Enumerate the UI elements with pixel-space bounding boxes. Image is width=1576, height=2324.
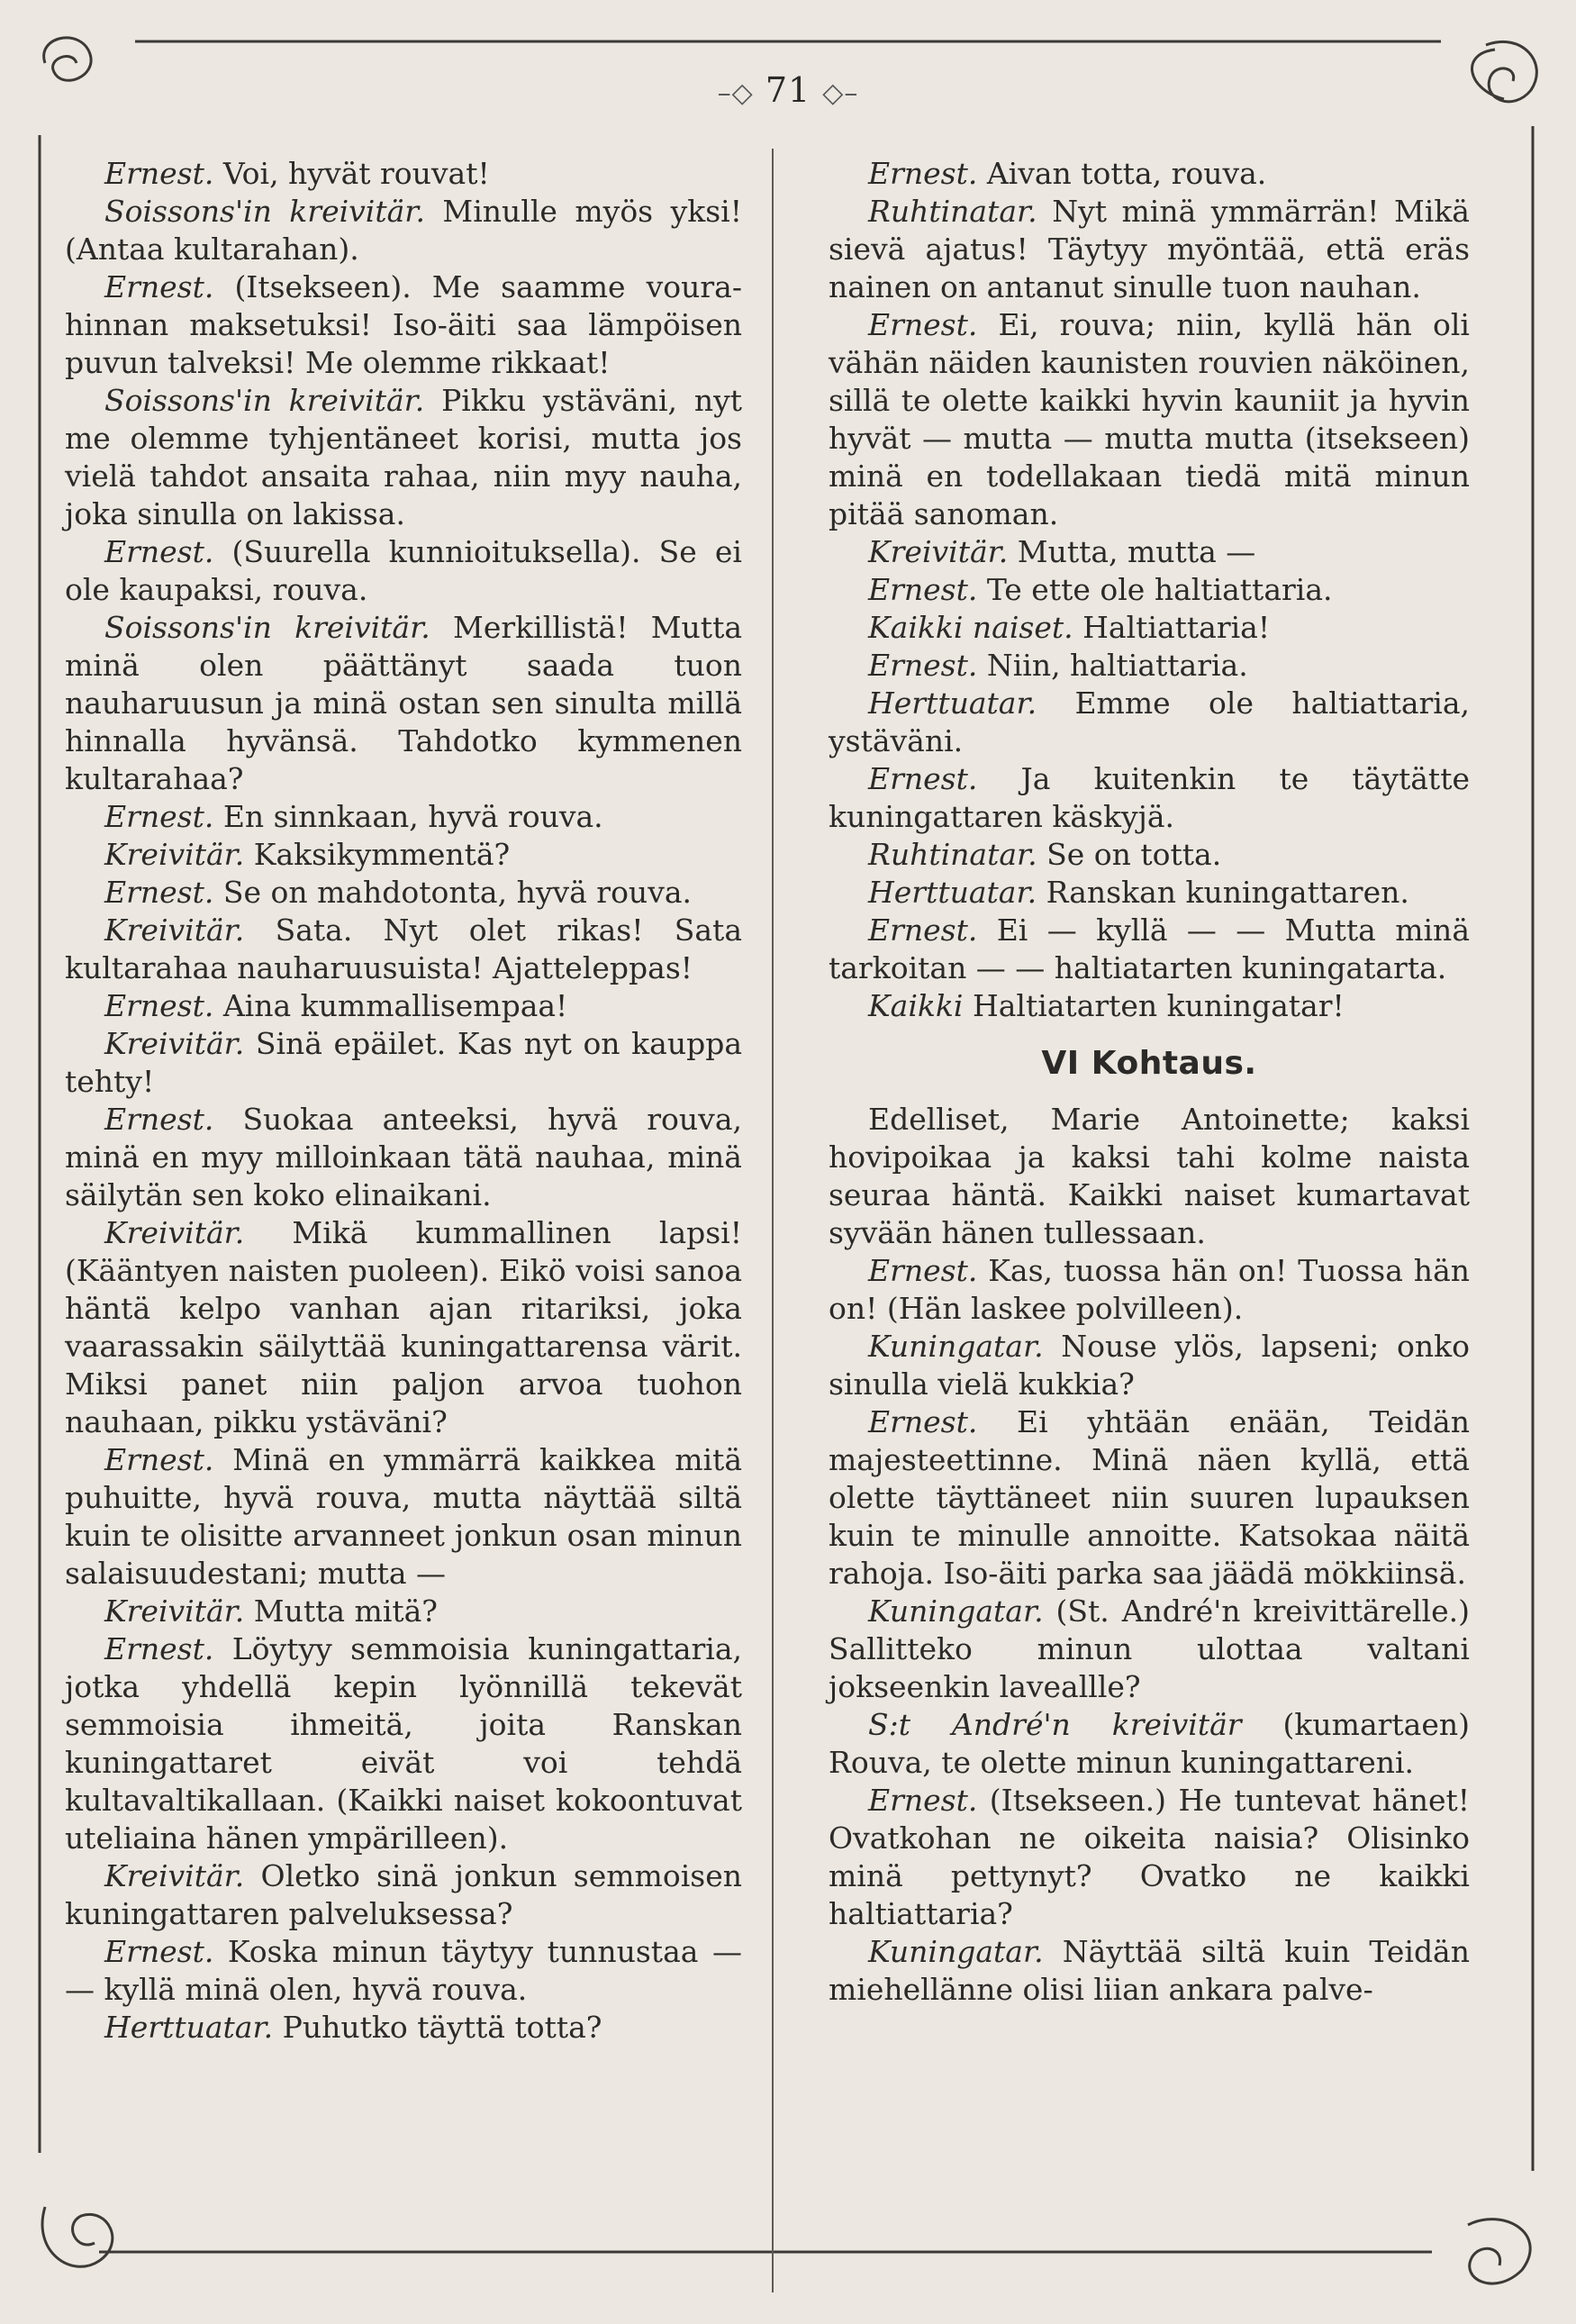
dialogue-text: Kaksikymmentä? bbox=[253, 837, 511, 872]
dialogue-paragraph bbox=[829, 1403, 1470, 1593]
dialogue-paragraph bbox=[65, 268, 742, 382]
dialogue-text: Puhutko täyttä totta? bbox=[282, 2010, 602, 2045]
page-header bbox=[0, 70, 1576, 110]
dialogue-text: Se on totta. bbox=[1046, 837, 1222, 872]
speaker-name: Soissons'in kreivitär. bbox=[104, 610, 430, 645]
speaker-name: Ernest. bbox=[104, 269, 214, 304]
speaker-name: Ernest. bbox=[868, 648, 978, 683]
dialogue-text: Suokaa anteeksi, hyvä rouva, minä en myy milloinkaan tätä nauhaa, minä säilytän sen koko elinaikani. bbox=[65, 1102, 742, 1212]
speaker-name: Ernest. bbox=[104, 1631, 214, 1666]
dialogue-paragraph bbox=[829, 533, 1470, 571]
dialogue-paragraph bbox=[65, 1630, 742, 1857]
speaker-name: Ernest. bbox=[104, 875, 214, 910]
dialogue-paragraph bbox=[829, 1593, 1470, 1706]
dialogue-paragraph bbox=[829, 836, 1470, 874]
right-ornament-icon: ◇– bbox=[822, 77, 859, 109]
right-column-dialogue-top bbox=[829, 155, 1470, 1025]
dialogue-paragraph bbox=[829, 760, 1470, 836]
speaker-name: Ernest. bbox=[104, 1102, 214, 1137]
dialogue-text: Mutta mitä? bbox=[253, 1593, 439, 1629]
dialogue-paragraph bbox=[829, 155, 1470, 193]
dialogue-paragraph bbox=[65, 382, 742, 533]
dialogue-text: Ja kuitenkin te täytätte kuningattaren käskyjä. bbox=[829, 761, 1470, 834]
dialogue-paragraph bbox=[829, 609, 1470, 647]
dialogue-text: Ei — kyllä — — Mutta minä tarkoitan — — haltiatarten kuningatarta. bbox=[829, 912, 1470, 985]
speaker-name: Ernest. bbox=[868, 1783, 978, 1818]
speaker-name: Kaikki bbox=[868, 988, 964, 1023]
speaker-name: Ruhtinatar. bbox=[868, 837, 1037, 872]
dialogue-paragraph bbox=[829, 912, 1470, 987]
dialogue-paragraph bbox=[829, 987, 1470, 1025]
speaker-name: Kreivitär. bbox=[104, 1858, 245, 1893]
dialogue-paragraph bbox=[65, 874, 742, 912]
dialogue-paragraph bbox=[65, 1214, 742, 1441]
speaker-name: Kreivitär. bbox=[104, 837, 245, 872]
speaker-name: Ernest. bbox=[868, 912, 978, 948]
dialogue-paragraph bbox=[65, 1933, 742, 2009]
dialogue-text: Haltiattaria! bbox=[1082, 610, 1271, 645]
dialogue-paragraph bbox=[65, 836, 742, 874]
dialogue-text: Ranskan kuningattaren. bbox=[1046, 875, 1409, 910]
stage-direction: Edelliset, Marie Antoinette; kaksi hovipoikaa ja kaksi tahi kolme naista seuraa häntä. Kaikki naiset kumartavat syvään hänen tullessaan. bbox=[829, 1102, 1470, 1250]
dialogue-text: Te ette ole haltiattaria. bbox=[986, 572, 1333, 607]
right-column bbox=[829, 155, 1470, 2009]
dialogue-text: Koska minun täytyy tunnustaa — — kyllä minä olen, hyvä rouva. bbox=[65, 1934, 742, 2007]
dialogue-text: Se on mahdotonta, hyvä rouva. bbox=[222, 875, 692, 910]
dialogue-paragraph bbox=[829, 571, 1470, 609]
speaker-name: Ernest. bbox=[868, 761, 978, 796]
speaker-name: Ernest. bbox=[868, 307, 978, 342]
dialogue-text: Näyttää siltä kuin Teidän miehellänne olisi liian ankara palve- bbox=[829, 1934, 1470, 2007]
speaker-name: Kreivitär. bbox=[868, 534, 1009, 569]
dialogue-paragraph bbox=[65, 193, 742, 268]
dialogue-paragraph bbox=[65, 1441, 742, 1593]
dialogue-text: (Suurella kunnioituksella). Se ei ole kaupaksi, rouva. bbox=[65, 534, 742, 607]
dialogue-text: Niin, haltiattaria. bbox=[986, 648, 1248, 683]
dialogue-paragraph bbox=[65, 2009, 742, 2047]
speaker-name: Herttuatar. bbox=[104, 2010, 274, 2045]
dialogue-text: En sinnkaan, hyvä rouva. bbox=[222, 799, 603, 834]
speaker-name: Herttuatar. bbox=[868, 875, 1037, 910]
dialogue-text: Ei, rouva; niin, kyllä hän oli vähän näiden kaunisten rouvien näköinen, sillä te olette kaikki hyvin kauniit ja hyvin hyvät — mutta — mutta mutta (itsekseen) minä en todellakaan tiedä mitä minun pitää sanoman. bbox=[829, 307, 1470, 531]
speaker-name: Kreivitär. bbox=[104, 912, 245, 948]
dialogue-text: Kas, tuossa hän on! Tuossa hän on! (Hän laskee polvilleen). bbox=[829, 1253, 1470, 1326]
dialogue-text: Mutta, mutta — bbox=[1017, 534, 1256, 569]
left-column bbox=[65, 155, 742, 2047]
dialogue-text: Ei yhtään enään, Teidän majesteettinne. Minä näen kyllä, että olette täyttäneet niin suuren lupauksen kuin te minulle annoitte. Katsokaa näitä rahoja. Iso-äiti parka saa jäädä mökkiinsä. bbox=[829, 1404, 1470, 1591]
dialogue-text: Pikku ystäväni, nyt me olemme tyhjentäneet korisi, mutta jos vielä tahdot ansaita rahaa, niin myy nauha, joka sinulla on lakissa. bbox=[65, 383, 742, 531]
speaker-name: Kuningatar. bbox=[868, 1934, 1044, 1969]
dialogue-text: Löytyy semmoisia kuningattaria, jotka yhdellä kepin lyönnillä tekevät semmoisia ihmeitä, joita Ranskan kuningattaret eivät voi tehdä kultavaltikallaan. (Kaikki naiset kokoontuvat uteliaina hänen ympärilleen). bbox=[65, 1631, 742, 1856]
dialogue-text: Aivan totta, rouva. bbox=[986, 156, 1267, 191]
dialogue-text: Nouse ylös, lapseni; onko sinulla vielä kukkia? bbox=[829, 1329, 1470, 1402]
speaker-name: Kuningatar. bbox=[868, 1329, 1044, 1364]
speaker-name: Soissons'in kreivitär. bbox=[104, 383, 425, 418]
left-ornament-icon: –◇ bbox=[717, 77, 754, 109]
dialogue-paragraph bbox=[65, 1593, 742, 1630]
dialogue-paragraph bbox=[65, 1857, 742, 1933]
speaker-name: Ernest. bbox=[104, 156, 214, 191]
page-number: 71 bbox=[765, 70, 811, 110]
speaker-name: Ernest. bbox=[868, 1253, 978, 1288]
dialogue-text: Minulle myös yksi! (Antaa kultarahan). bbox=[65, 194, 742, 267]
dialogue-paragraph bbox=[65, 987, 742, 1025]
dialogue-paragraph bbox=[65, 609, 742, 798]
dialogue-paragraph bbox=[65, 1101, 742, 1214]
speaker-name: Ernest. bbox=[868, 1404, 978, 1439]
speaker-name: Ernest. bbox=[104, 799, 214, 834]
speaker-name: Ernest. bbox=[104, 988, 214, 1023]
dialogue-paragraph bbox=[829, 193, 1470, 306]
dialogue-paragraph bbox=[65, 912, 742, 987]
dialogue-text: Emme ole haltiattaria, ystäväni. bbox=[829, 685, 1470, 758]
speaker-name: Ernest. bbox=[868, 156, 978, 191]
dialogue-text: (kumartaen) Rouva, te olette minun kuningattareni. bbox=[829, 1707, 1470, 1780]
dialogue-text: Aina kummallisempaa! bbox=[222, 988, 568, 1023]
dialogue-text: Oletko sinä jonkun semmoisen kuningattaren palveluksessa? bbox=[65, 1858, 742, 1931]
dialogue-paragraph bbox=[829, 1933, 1470, 2009]
dialogue-paragraph bbox=[829, 306, 1470, 533]
speaker-name: Herttuatar. bbox=[868, 685, 1037, 721]
dialogue-text: Mikä kummallinen lapsi! (Kääntyen naisten puoleen). Eikö voisi sanoa häntä kelpo vanhan ajan ritariksi, joka vaarassakin säilyttää kuningattarensa värit. Miksi panet niin paljon arvoa tuohon nauhaan, pikku ystäväni? bbox=[65, 1215, 742, 1439]
speaker-name: Ernest. bbox=[104, 1442, 214, 1477]
speaker-name: Kreivitär. bbox=[104, 1026, 245, 1061]
dialogue-paragraph bbox=[829, 1706, 1470, 1782]
speaker-name: Kreivitär. bbox=[104, 1593, 245, 1629]
dialogue-paragraph bbox=[65, 155, 742, 193]
dialogue-text: Voi, hyvät rouvat! bbox=[222, 156, 490, 191]
speaker-name: Soissons'in kreivitär. bbox=[104, 194, 425, 229]
dialogue-paragraph bbox=[829, 1782, 1470, 1933]
dialogue-text: Haltiatarten kuningatar! bbox=[972, 988, 1345, 1023]
speaker-name: S:t André'n kreivitär bbox=[868, 1707, 1242, 1742]
dialogue-text: Nyt minä ymmärrän! Mikä sievä ajatus! Täytyy myöntää, että eräs nainen on antanut sinulle tuon nauhan. bbox=[829, 194, 1470, 304]
speaker-name: Kaikki naiset. bbox=[868, 610, 1073, 645]
speaker-name: Ernest. bbox=[868, 572, 978, 607]
speaker-name: Ernest. bbox=[104, 534, 214, 569]
dialogue-text: Sinä epäilet. Kas nyt on kauppa tehty! bbox=[65, 1026, 742, 1099]
dialogue-text: (Itsekseen). Me saamme voura-hinnan maksetuksi! Iso-äiti saa lämpöisen puvun talveksi! Me olemme rikkaat! bbox=[65, 269, 742, 380]
dialogue-paragraph bbox=[829, 685, 1470, 760]
dialogue-paragraph bbox=[65, 798, 742, 836]
column-divider bbox=[772, 149, 774, 2292]
section-heading: VI Kohtaus. bbox=[1041, 1045, 1257, 1082]
speaker-name: Ruhtinatar. bbox=[868, 194, 1037, 229]
dialogue-paragraph bbox=[829, 1328, 1470, 1403]
dialogue-text: Merkillistä! Mutta minä olen päättänyt saada tuon nauharuusun ja minä ostan sen sinulta millä hinnalla hyvänsä. Tahdotko kymmenen kultarahaa? bbox=[65, 610, 743, 796]
dialogue-text: Sata. Nyt olet rikas! Sata kultarahaa nauharuusuista! Ajatteleppas! bbox=[65, 912, 742, 985]
speaker-name: Ernest. bbox=[104, 1934, 214, 1969]
dialogue-paragraph bbox=[65, 1025, 742, 1101]
dialogue-text: (St. André'n kreivittärelle.) Sallitteko minun ulottaa valtani jokseenkin laveallle? bbox=[829, 1593, 1470, 1704]
speaker-name: Kuningatar. bbox=[868, 1593, 1044, 1629]
dialogue-paragraph bbox=[829, 647, 1470, 685]
dialogue-text: (Itsekseen.) He tuntevat hänet! Ovatkohan ne oikeita naisia? Olisinko minä pettynyt? Ovatko ne kaikki haltiattaria? bbox=[829, 1783, 1470, 1931]
dialogue-paragraph bbox=[65, 533, 742, 609]
speaker-name: Kreivitär. bbox=[104, 1215, 245, 1250]
dialogue-paragraph bbox=[829, 874, 1470, 912]
right-column-dialogue-bottom bbox=[829, 1252, 1470, 2009]
dialogue-paragraph bbox=[829, 1252, 1470, 1328]
dialogue-text: Minä en ymmärrä kaikkea mitä puhuitte, hyvä rouva, mutta näyttää siltä kuin te olisitte arvanneet jonkun osan minun salaisuudestani; mutta — bbox=[65, 1442, 742, 1591]
